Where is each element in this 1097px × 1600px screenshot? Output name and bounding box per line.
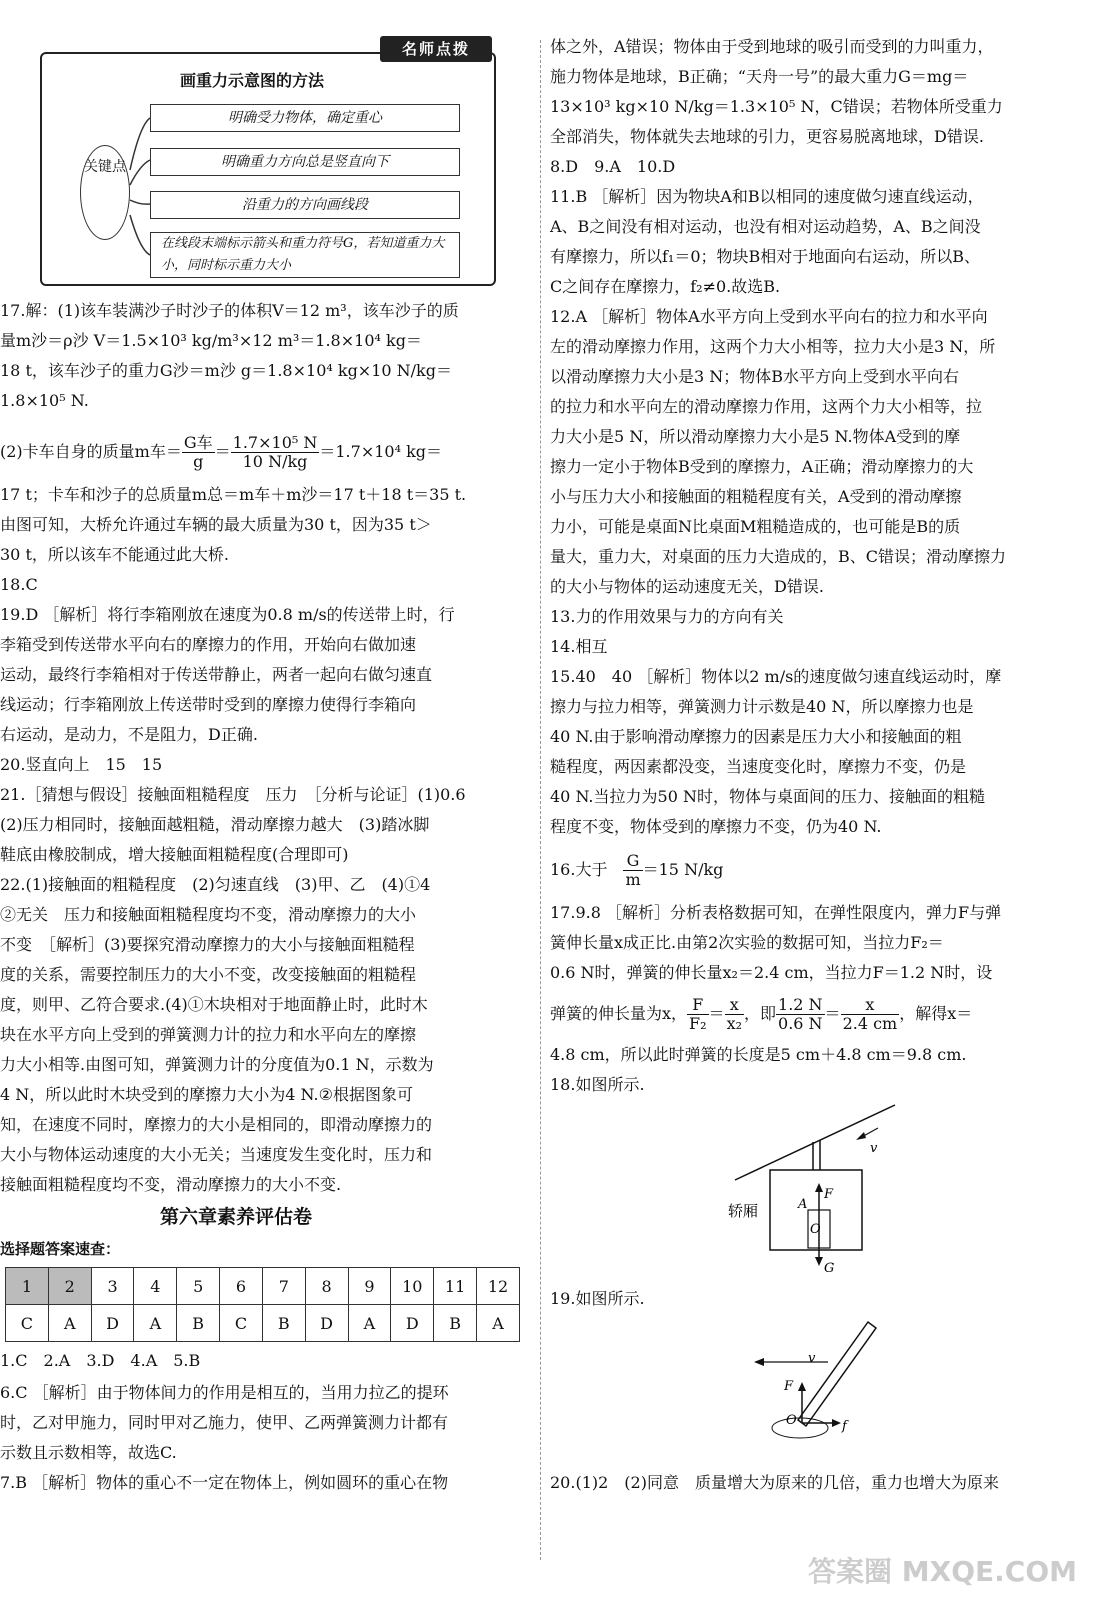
quick-check-label: 选择题答案速查： — [0, 1240, 121, 1258]
chapter-title: 第六章素养评估卷 — [160, 1206, 313, 1228]
q16-fraction — [623, 852, 642, 889]
answer-letter: B — [262, 1305, 305, 1342]
text-line: 4 N，所以此时木块受到的摩擦力大小为4 N.②根据图象可 — [0, 1085, 413, 1104]
q17r-frac-c — [776, 996, 825, 1033]
text-line: 18 t，该车沙子的重力G沙＝m沙 g＝1.8×10⁴ kg×10 N/kg＝ — [0, 361, 452, 380]
q17r-suffix: ，解得x＝ — [899, 1004, 973, 1023]
answer-number: 7 — [262, 1268, 305, 1305]
text-line: 簧伸长量x成正比.由第2次实验的数据可知，当拉力F₂＝ — [550, 933, 944, 952]
text-line: 小与压力大小和接触面的粗糙程度有关，A受到的滑动摩擦 — [550, 487, 962, 506]
text-line: ②无关 压力和接触面粗糙程度均不变，滑动摩擦力的大小 — [0, 905, 417, 924]
q17-eq: ＝ — [214, 442, 231, 461]
answer-number: 12 — [477, 1268, 520, 1305]
text-line: 21.［猜想与假设］接触面粗糙程度 压力 ［分析与论证］(1)0.6 — [0, 785, 466, 804]
text-line: 全部消失，物体就失去地球的引力，更容易脱离地球，D错误. — [550, 127, 984, 146]
q17-fraction-1 — [182, 434, 215, 471]
text-line: 由图可知，大桥允许通过车辆的最大质量为30 t，因为35 t＞ — [0, 515, 432, 534]
text-line: 线运动；行李箱刚放上传送带时受到的摩擦力使得行李箱向 — [0, 695, 417, 714]
text-line: 糙程度，两因素都没变，当速度变化时，摩擦力不变，仍是 — [550, 757, 967, 776]
watermark: 答案圈 MXQE.COM — [808, 1555, 1077, 1588]
q17r-frac-b-num: x — [725, 996, 744, 1015]
q17-fraction-1-den: g — [193, 452, 204, 471]
fig18-force-G-arrowhead — [815, 1257, 823, 1266]
answer-letter: D — [91, 1305, 134, 1342]
text-line: 量大，重力大，对桌面的压力大造成的，B、C错误；滑动摩擦力 — [550, 547, 1007, 566]
text-line: 示数且示数相等，故选C. — [0, 1443, 177, 1462]
text-line: 有摩擦力，所以f₁＝0；物块B相对于地面向右运动，所以B、 — [550, 247, 981, 266]
text-line: 20.(1)2 (2)同意 质量增大为原来的几倍，重力也增大为原来 — [550, 1473, 999, 1492]
text-line: 40 N.由于影响滑动摩擦力的因素是压力大小和接触面的粗 — [550, 727, 962, 746]
answer-number: 8 — [305, 1268, 348, 1305]
q17-fraction-2-den: 10 N/kg — [242, 452, 308, 471]
q17r-equation — [550, 994, 972, 1034]
q17-part2 — [0, 432, 442, 472]
text-line: 知，在速度不同时，摩擦力的大小是相同的，即滑动摩擦力的 — [0, 1115, 433, 1134]
answer-table-answers — [6, 1305, 520, 1342]
figure-19-pen — [750, 1312, 890, 1452]
text-line: 20.竖直向上 15 15 — [0, 755, 163, 774]
text-line: 4.8 cm，所以此时弹簧的长度是5 cm＋4.8 cm＝9.8 cm. — [550, 1045, 967, 1064]
fig18-label-car: 轿厢 — [728, 1202, 759, 1220]
text-line: 22.(1)接触面的粗糙程度 (2)匀速直线 (3)甲、乙 (4)①4 — [0, 875, 431, 894]
column-divider — [540, 40, 541, 1560]
fig19-force-F-arrowhead — [798, 1382, 806, 1391]
text-line: 的拉力和水平向左的滑动摩擦力作用，这两个力大小相等，拉 — [550, 397, 983, 416]
answer-letter: D — [391, 1305, 434, 1342]
q16-prefix: 16.大于 — [550, 860, 624, 879]
q17r-eq2: ＝ — [824, 1004, 841, 1023]
text-line: 13.力的作用效果与力的方向有关 — [550, 607, 784, 626]
text-line: 力大小是5 N，所以滑动摩擦力大小是5 N.物体A受到的摩 — [550, 427, 961, 446]
text-line: 鞋底由橡胶制成，增大接触面粗糙程度(合理即可) — [0, 845, 349, 864]
fig18-label-F: F — [824, 1187, 834, 1202]
text-line: 时，乙对甲施力，同时甲对乙施力，使甲、乙两弹簧测力计都有 — [0, 1413, 449, 1432]
fig18-label-A: A — [798, 1197, 808, 1212]
answer-number: 4 — [134, 1268, 177, 1305]
q17-fraction-2-num: 1.7×10⁵ N — [232, 433, 318, 452]
mindmap-node-2: 明确重力方向总是竖直向下 — [150, 148, 460, 176]
q17r-mid: ，即 — [744, 1004, 777, 1023]
text-line: 力小，可能是桌面N比桌面M粗糙造成的，也可能是B的质 — [550, 517, 961, 536]
text-line: 右运动，是动力，不是阻力，D正确. — [0, 725, 258, 744]
q17r-frac-c-den: 0.6 N — [778, 1014, 823, 1033]
mindmap-title: 画重力示意图的方法 — [180, 71, 325, 90]
answer-letter: C — [6, 1305, 49, 1342]
text-line: 擦力一定小于物体B受到的摩擦力，A正确；滑动摩擦力的大 — [550, 457, 974, 476]
q17r-frac-d — [841, 996, 900, 1033]
text-line: 度的关系，需要控制压力的大小不变，改变接触面的粗糙程 — [0, 965, 417, 984]
figure-18-elevator — [720, 1100, 920, 1280]
text-line: 18.C — [0, 575, 38, 594]
answer-number: 10 — [391, 1268, 434, 1305]
fig18-force-F-arrowhead — [815, 1183, 823, 1192]
q16-den: m — [625, 870, 641, 889]
text-line: 11.B ［解析］因为物块A和B以相同的速度做匀速直线运动， — [550, 187, 984, 206]
q17r-eq1: ＝ — [708, 1004, 725, 1023]
text-line: 左的滑动摩擦力作用，这两个力大小相等，拉力大小是3 N，所 — [550, 337, 996, 356]
answer-letter: B — [177, 1305, 220, 1342]
text-line: 以滑动摩擦力大小是3 N；物体B水平方向上受到水平向右 — [550, 367, 960, 386]
text-line: 程度不变，物体受到的摩擦力不变，仍为40 N. — [550, 817, 882, 836]
text-line: 不变 ［解析］(3)要探究滑动摩擦力的大小与接触面粗糙程 — [0, 935, 415, 954]
mindmap-node-1: 明确受力物体，确定重心 — [150, 104, 460, 132]
text-line: 接触面粗糙程度均不变，滑动摩擦力的大小不变. — [0, 1175, 342, 1194]
text-line: 施力物体是地球，B正确；“天舟一号”的最大重力G＝mg＝ — [550, 67, 969, 86]
text-line: 块在水平方向上受到的弹簧测力计的拉力和水平向左的摩擦 — [0, 1025, 417, 1044]
q17-part2-prefix: (2)卡车自身的质量m车＝ — [0, 442, 182, 461]
text-line: C之间存在摩擦力，f₂≠0.故选B. — [550, 277, 781, 296]
q16-num: G — [623, 852, 642, 871]
answer-table — [5, 1267, 520, 1342]
answer-number: 5 — [177, 1268, 220, 1305]
q16-line — [550, 850, 723, 890]
fig19-velocity-arrowhead — [754, 1358, 764, 1366]
text-line: A、B之间没有相对运动，也没有相对运动趋势，A、B之间没 — [550, 217, 981, 236]
mindmap-node-4: 在线段末端标示箭头和重力符号G，若知道重力大小，同时标示重力大小 — [150, 232, 460, 278]
answer-number: 9 — [348, 1268, 391, 1305]
fig19-force-f-arrowhead — [832, 1419, 841, 1427]
answer-number: 1 — [6, 1268, 49, 1305]
answer-letter: A — [48, 1305, 91, 1342]
q17-fraction-2 — [231, 434, 320, 471]
fig19-label-O: O — [786, 1413, 797, 1428]
text-line: 30 t，所以该车不能通过此大桥. — [0, 545, 229, 564]
answer-letter: A — [134, 1305, 177, 1342]
mindmap-center: 关键点 — [80, 145, 130, 240]
q17r-frac-c-num: 1.2 N — [778, 995, 823, 1014]
text-line: 17 t；卡车和沙子的总质量m总＝m车＋m沙＝17 t＋18 t＝35 t. — [0, 485, 467, 504]
q16-suffix: ＝15 N/kg — [642, 860, 724, 879]
text-line: 12.A ［解析］物体A水平方向上受到水平向右的拉力和水平向 — [550, 307, 988, 326]
text-line: 17.解：(1)该车装满沙子时沙子的体积V＝12 m³，该车沙子的质 — [0, 301, 459, 320]
text-line: (2)压力相同时，接触面越粗糙，滑动摩擦力越大 (3)踏冰脚 — [0, 815, 430, 834]
text-line: 0.6 N时，弹簧的伸长量x₂＝2.4 cm，当拉力F＝1.2 N时，设 — [550, 963, 993, 982]
answer-letter: C — [220, 1305, 263, 1342]
text-line: 18.如图所示. — [550, 1075, 645, 1094]
answer-letter: A — [477, 1305, 520, 1342]
fig18-label-G: G — [824, 1261, 835, 1276]
answer-number: 3 — [91, 1268, 134, 1305]
text-line: 17.9.8 ［解析］分析表格数据可知，在弹性限度内，弹力F与弹 — [550, 903, 1002, 922]
text-line: 6.C ［解析］由于物体间力的作用是相互的，当用力拉乙的提环 — [0, 1383, 449, 1402]
q17r-frac-a-num: F — [687, 996, 709, 1015]
text-line: 度，则甲、乙符合要求.(4)①木块相对于地面静止时，此时木 — [0, 995, 428, 1014]
text-line: 擦力与拉力相等，弹簧测力计示数是40 N，所以摩擦力也是 — [550, 697, 974, 716]
text-line: 15.40 40 ［解析］物体以2 m/s的速度做匀速直线运动时，摩 — [550, 667, 1002, 686]
fig19-pen-body — [798, 1322, 876, 1426]
text-line: 7.B ［解析］物体的重心不一定在物体上，例如圆环的重心在物 — [0, 1473, 449, 1492]
text-line: 的大小与物体的运动速度无关，D错误. — [550, 577, 824, 596]
q17r-frac-b — [725, 996, 744, 1033]
text-line: 8.D 9.A 10.D — [550, 157, 676, 176]
q17r-frac-a — [687, 996, 709, 1033]
answer-letter: B — [434, 1305, 477, 1342]
q17r-frac-d-den: 2.4 cm — [842, 1014, 898, 1033]
fig18-velocity-arrowhead — [856, 1132, 866, 1140]
answer-number: 2 — [48, 1268, 91, 1305]
mindmap-badge: 名师点拨 — [380, 36, 492, 62]
q17r-frac-a-den: F₂ — [689, 1014, 707, 1033]
text-line: 体之外，A错误；物体由于受到地球的吸引而受到的力叫重力， — [550, 37, 994, 56]
q17r-prefix: 弹簧的伸长量为x， — [550, 1004, 688, 1023]
text-line: 1.C 2.A 3.D 4.A 5.B — [0, 1351, 201, 1370]
text-line: 运动，最终行李箱相对于传送带静止，两者一起向右做匀速直 — [0, 665, 433, 684]
text-line: 力大小相等.由图可知，弹簧测力计的分度值为0.1 N，示数为 — [0, 1055, 434, 1074]
text-line: 19.D ［解析］将行李箱刚放在速度为0.8 m/s的传送带上时，行 — [0, 605, 455, 624]
answer-letter: D — [305, 1305, 348, 1342]
q17-part2-suffix: ＝1.7×10⁴ kg＝ — [319, 442, 443, 461]
fig18-label-v: v — [870, 1141, 878, 1156]
text-line: 14.相互 — [550, 637, 608, 656]
q17r-frac-b-den: x₂ — [726, 1014, 742, 1033]
answer-letter: A — [348, 1305, 391, 1342]
text-line: 李箱受到传送带水平向右的摩擦力的作用，开始向右做加速 — [0, 635, 417, 654]
answer-number: 11 — [434, 1268, 477, 1305]
answer-table-numbers — [6, 1268, 520, 1305]
text-line: 13×10³ kg×10 N/kg＝1.3×10⁵ N，C错误；若物体所受重力 — [550, 97, 1003, 116]
text-line: 19.如图所示. — [550, 1289, 645, 1308]
text-line: 40 N.当拉力为50 N时，物体与桌面间的压力、接触面的粗糙 — [550, 787, 985, 806]
fig19-label-v: v — [808, 1351, 816, 1366]
mindmap-node-3: 沿重力的方向画线段 — [150, 191, 460, 219]
text-line: 大小与物体运动速度的大小无关；当速度发生变化时，压力和 — [0, 1145, 433, 1164]
q17r-frac-d-num: x — [841, 996, 900, 1015]
fig19-label-f: f — [842, 1419, 847, 1434]
text-line: 1.8×10⁵ N. — [0, 391, 89, 410]
fig19-label-F: F — [784, 1379, 794, 1394]
q17-fraction-1-num: G车 — [183, 433, 213, 452]
answer-number: 6 — [220, 1268, 263, 1305]
fig18-label-O: O — [810, 1222, 821, 1237]
text-line: 量m沙＝ρ沙 V＝1.5×10³ kg/m³×12 m³＝1.8×10⁴ kg＝ — [0, 331, 422, 350]
